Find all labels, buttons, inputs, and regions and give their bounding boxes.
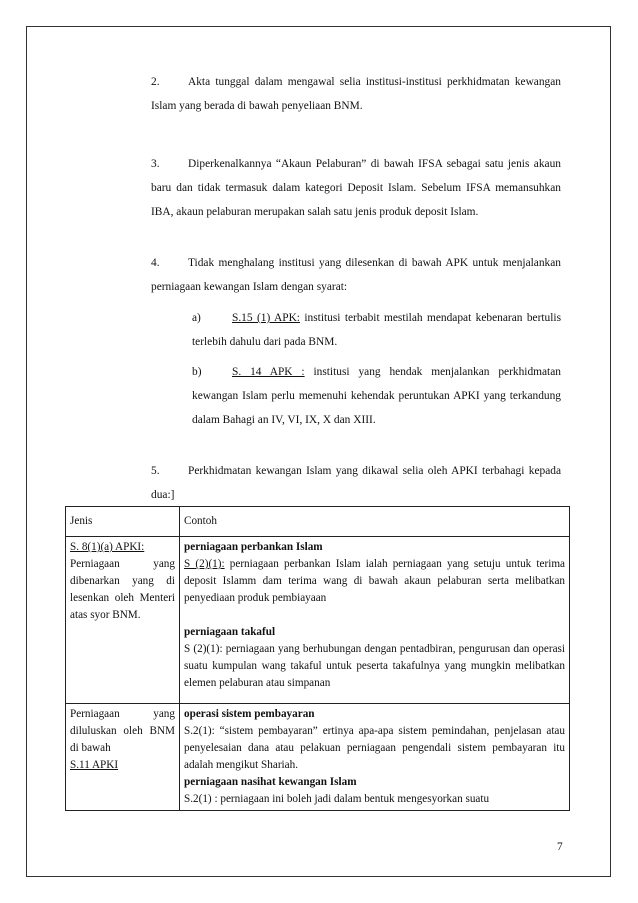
jenis-description: Perniagaan yang dibenarkan yang di lesenkan oleh Menteri atas syor BNM. <box>70 558 175 621</box>
paragraph-5 <box>151 459 561 507</box>
jenis-contoh-table <box>65 506 570 811</box>
example-text: S.2(1) : perniagaan ini boleh jadi dalam bentuk mengesyorkan suatu <box>184 793 490 805</box>
statute-reference: S. 14 APK : <box>232 366 305 378</box>
contoh-cell <box>180 704 570 811</box>
example-text <box>184 556 565 607</box>
item-number: a) <box>192 312 201 324</box>
item-number: 3. <box>151 158 160 170</box>
item-text: Perkhidmatan kewangan Islam yang dikawal selia oleh APKI terbahagi kepada dua:] <box>151 465 561 501</box>
item-text: institusi terbabit mestilah mendapat kebenaran bertulis terlebih dahulu dari pada BNM. <box>192 312 562 348</box>
statute-reference: S (2)(1): <box>184 558 225 570</box>
item-number: 2. <box>151 76 160 88</box>
paragraph-2 <box>151 70 561 118</box>
item-number: 4. <box>151 257 160 269</box>
column-header-jenis: Jenis <box>66 507 180 537</box>
table-row <box>66 537 570 704</box>
example-title: perniagaan perbankan Islam <box>184 541 323 553</box>
jenis-cell <box>66 537 180 704</box>
jenis-description: Perniagaan yang diluluskan oleh BNM di bawah <box>70 708 175 754</box>
item-text: Tidak menghalang institusi yang dilesenkan di bawah APK untuk menjalankan perniagaan kewangan Islam dengan syarat: <box>151 257 561 293</box>
contoh-cell <box>180 537 570 704</box>
column-header-contoh: Contoh <box>180 507 570 537</box>
item-number: 5. <box>151 465 160 477</box>
paragraph-4 <box>151 251 561 299</box>
item-text: Akta tunggal dalam mengawal selia institusi-institusi perkhidmatan kewangan Islam yang berada di bawah penyeliaan BNM. <box>151 76 561 112</box>
page-number: 7 <box>557 841 563 853</box>
table-header-row <box>66 507 570 537</box>
item-text: Diperkenalkannya “Akaun Pelaburan” di bawah IFSA sebagai satu jenis akaun baru dan tidak termasuk dalam kategori Deposit Islam. Sebelum IFSA memansuhkan IBA, akaun pelaburan merupakan salah satu jenis produk deposit Islam. <box>151 158 561 218</box>
example-text: S (2)(1): perniagaan yang berhubungan dengan pentadbiran, pengurusan dan operasi suatu kumpulan wang takaful untuk peserta takafulnya yang mungkin melibatkan elemen pelaburan atau simpanan <box>184 643 565 689</box>
statute-reference: S.11 APKI <box>70 759 119 771</box>
example-text: S.2(1): “sistem pembayaran” ertinya apa-apa sistem pemindahan, penjelasan atau penyelesaian dana atau pelakuan perniagaan pengendali sistem pembayaran itu adalah mengikut Shariah. <box>184 725 565 771</box>
table-row <box>66 704 570 811</box>
statute-reference: S.15 (1) APK: <box>232 312 300 324</box>
paragraph-3 <box>151 152 561 224</box>
example-title: perniagaan nasihat kewangan Islam <box>184 776 357 788</box>
item-number: b) <box>192 366 202 378</box>
paragraph-4b <box>192 360 561 432</box>
item-text: institusi yang hendak menjalankan perkhidmatan kewangan Islam perlu memenuhi kehendak peruntukan APKI yang terkandung dalam Bahagi an IV, VI, IX, X dan XIII. <box>192 366 561 426</box>
statute-reference: S. 8(1)(a) APKI: <box>70 541 145 553</box>
example-title: operasi sistem pembayaran <box>184 708 315 720</box>
example-body: perniagaan perbankan Islam ialah perniagaan yang setuju untuk terima deposit Islamm dam terima wang di bawah akaun pelaburan serta melibatkan penyediaan produk pembiayaan <box>184 558 565 604</box>
paragraph-4a <box>192 306 561 354</box>
example-title: perniagaan takaful <box>184 626 276 638</box>
jenis-cell <box>66 704 180 811</box>
